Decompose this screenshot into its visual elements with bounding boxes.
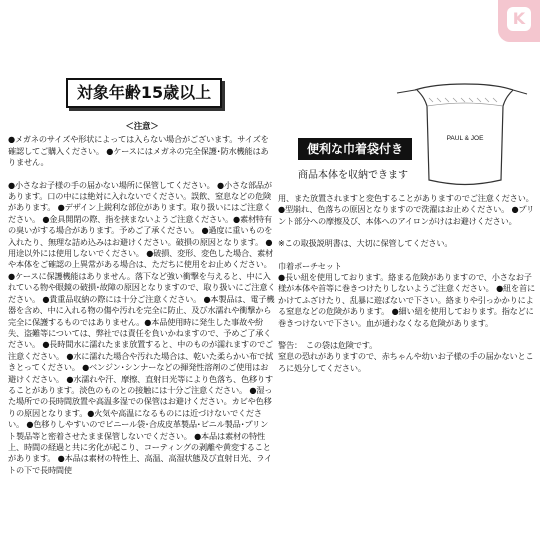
drawstring-pouch-illustration — [395, 78, 530, 188]
notice-warning: 警告： この袋は危険です。 窒息の恐れがありますので、赤ちゃんや幼いお子様の手の届かないところに処分してください。 — [278, 340, 534, 373]
age-restriction-box: 対象年齢15歳以上 — [66, 78, 222, 108]
notice-keep-manual: ※この取扱説明書は、大切に保管してください。 — [278, 238, 453, 249]
pouch-subtitle: 商品本体を収納できます — [298, 170, 408, 181]
notice-paragraph-continued: 用、また放置されますと変色することがありますのでご注意ください。 ●型崩れ、色落ちの原因となりますので洗濯はお止めください。 ●プリント部分への摩擦及び、本体へのアイロンがけはお避けください。 — [278, 193, 535, 226]
notice-pouch-set: 巾着ポーチセット ●長い紐を使用しております。絡まる危険がありますので、小さなお子様が本体や首等に巻きつけたりしないようご注意ください。 ●紐を首にかけてふざけたり、乱暴に遊ばないで下さい。絡まりや引っかかりによる窒息などの危険があります。 ●細い紐を使用しております。指などに巻きつけないで下さい。血が通わなくなる危険があります。 — [278, 260, 535, 328]
brand-k-icon: K — [507, 7, 531, 31]
right-notice-column — [278, 193, 536, 374]
notice-paragraph-main: ●小さなお子様の手の届かない場所に保管してください。 ●小さな部品があります。口の中には絶対に入れないでください。誤飲、窒息などの危険があります。 ●デザイン上鋭利な部位があります。取り扱いにはご注意ください。 ●金具開閉の際、指を挟まないようご注意ください。●素材特有の臭いがする場合があります。予めご了承ください。 ●過度に重いものを入れたり、無理な詰め込みはお避けください。破損の原因となります。 ●用途以外には使用しないでください。 ●破損、変形、変色した場合、素材や本体をご確認の上異常がある場合は、ただちに使用をお止めください。 ●ケースに保護機能はありません。落下など強い衝撃を与えると、中に入れている物や眼鏡の破損･故障の原因となりますので、取り扱いにご注意ください。 ●貴重品収納の際には十分ご注意ください。 ●本製品は、電子機器を含め、中に入れる物の傷や汚れを完全に防止、及び水濡れや衝撃から完全に保護するものではありません。●本品使用時に発生した事故や紛失、盗難等については、弊社では責任を負いかねますので、予めご了承ください。 ●長時間水に濡れたまま放置すると、中のものが濡れますのでご注意ください。 ●水に濡れた場合や汚れた場合は、乾いた柔らかい布で拭きとってください。 ●ベンジン･シンナーなどの揮発性溶剤のご使用はお避けください。 ●水濡れや汗、摩擦、直射日光等により色落ち、色移りすることがあります。淡色のものとの接触には十分ご注意ください。 ●湿った場所での長時間放置や高温多湿での保管はお避けください。カビや色移りの原因となります。●火気や高温になるものには近づけないでください。 ●色移りしやすいのでビニール袋･合成皮革製品･ビニル製品･プリント製品等と密着させたまま保管しないでください。 ●本品は素材の特性上、時間の経過と共に劣化が起こり、コーティングの剥離や黄変することがあります。 ●本品は素材の特性上、高温、高湿状態及び直射日光、ライトの下で長時間使 — [8, 179, 276, 475]
notice-paragraph-glasses: ●メガネのサイズや形状によっては入らない場合がございます。サイズを確認してご購入ください。 ●ケースにはメガネの完全保護･防水機能はありません。 — [8, 134, 269, 168]
notice-title: ＜注意＞ — [125, 122, 159, 132]
left-notice-column — [8, 122, 276, 476]
pouch-banner: 便利な巾着袋付き — [298, 138, 412, 160]
pouch-brand-label: PAUL & JOE — [446, 135, 484, 142]
brand-corner-badge — [498, 0, 540, 42]
